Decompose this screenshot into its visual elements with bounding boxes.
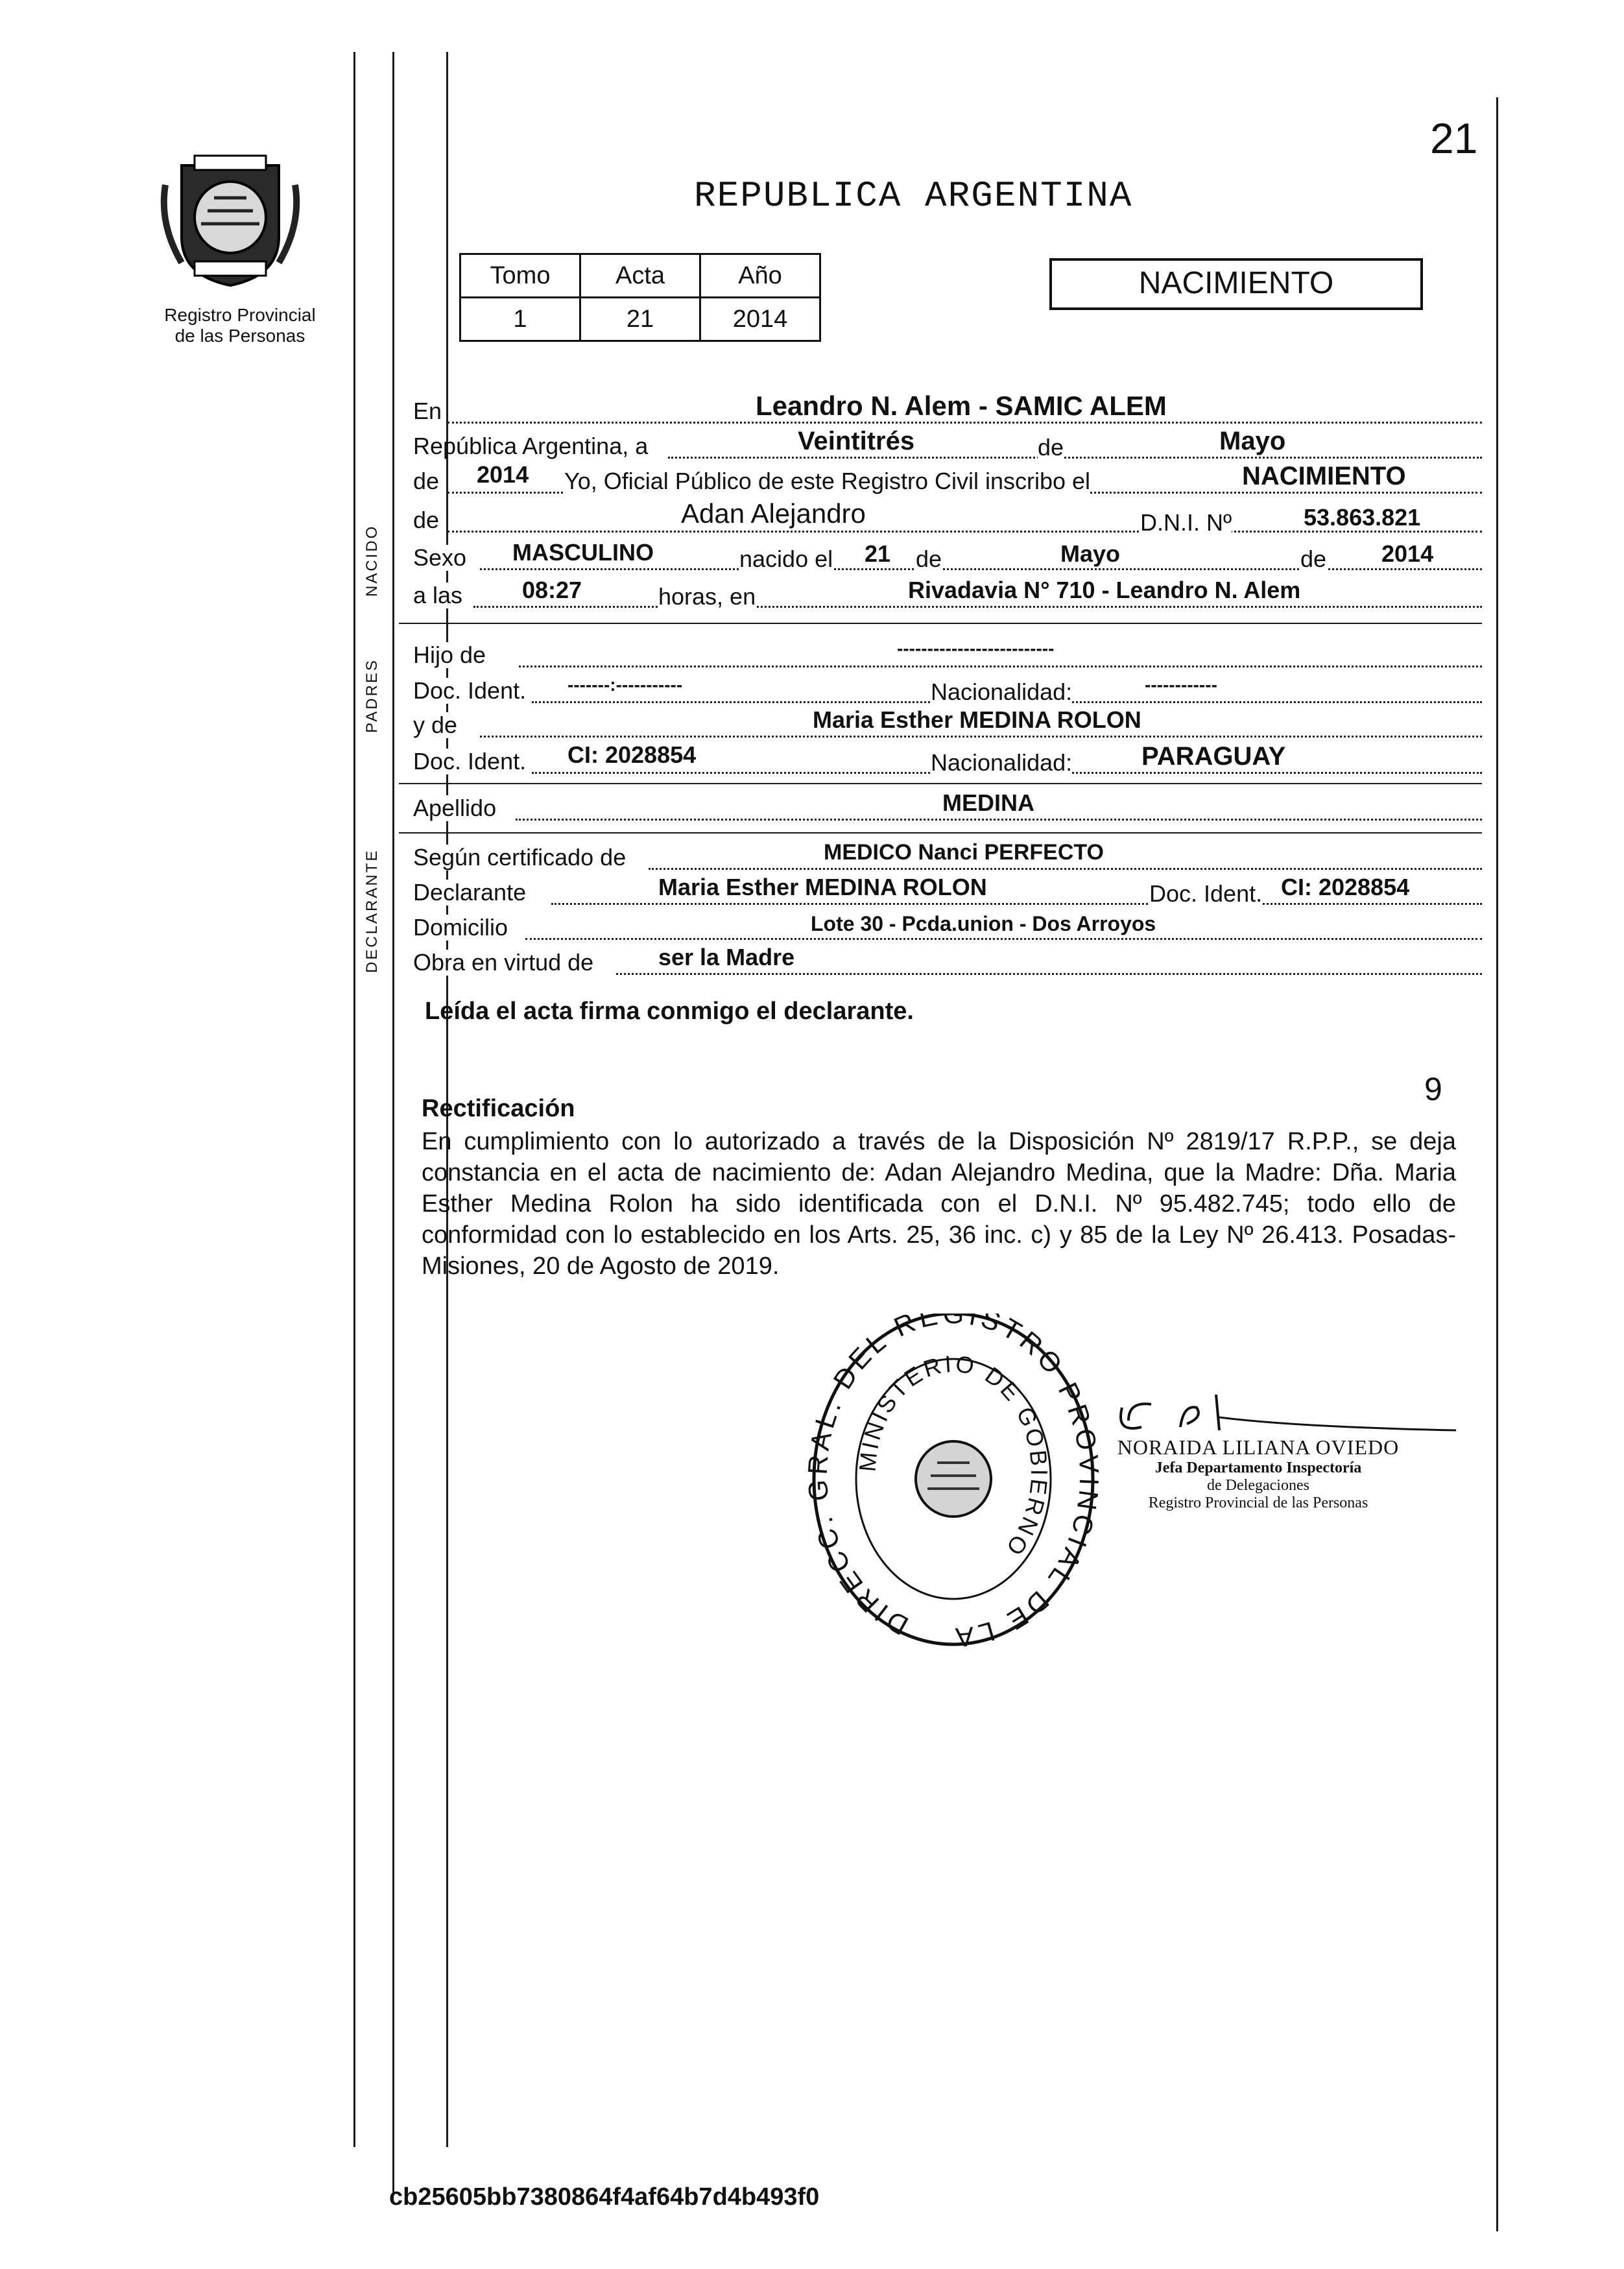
signatory-block bbox=[1103, 1435, 1414, 1512]
side-label-declarante: DECLARANTE bbox=[363, 848, 381, 973]
dotted-line bbox=[480, 736, 1482, 738]
horas-label: horas, en bbox=[658, 583, 756, 610]
decl-doc-label: Doc. Ident. bbox=[1149, 880, 1263, 907]
nac2-label: Nacionalidad: bbox=[931, 749, 1073, 776]
en-value: Leandro N. Alem - SAMIC ALEM bbox=[756, 390, 1167, 421]
side-label-padres: PADRES bbox=[363, 658, 381, 733]
dotted-line bbox=[525, 938, 1482, 940]
dotted-line bbox=[448, 422, 1482, 424]
leida-text: Leída el acta firma conmigo el declarante. bbox=[425, 998, 914, 1025]
hijo-value: -------------------------- bbox=[897, 638, 1055, 658]
dotted-line bbox=[480, 568, 1482, 570]
sexo-label: Sexo bbox=[413, 544, 467, 571]
nac1-value: ------------ bbox=[1145, 675, 1217, 695]
hora-value: 08:27 bbox=[522, 577, 582, 603]
en-label: En bbox=[413, 398, 442, 424]
anio-inscripcion: 2014 bbox=[477, 461, 529, 488]
doc1-label: Doc. Ident. bbox=[413, 677, 527, 704]
dotted-line bbox=[448, 531, 1482, 533]
apellido-label: Apellido bbox=[413, 795, 497, 821]
registry-name bbox=[149, 305, 331, 346]
de3-label: de bbox=[413, 507, 440, 533]
dotted-line bbox=[551, 903, 1482, 905]
dni-label: D.N.I. Nº bbox=[1140, 509, 1232, 536]
de5-label: de bbox=[1300, 546, 1327, 572]
decl-doc-value: CI: 2028854 bbox=[1281, 874, 1410, 900]
alas-label: a las bbox=[413, 582, 463, 608]
doc2-label: Doc. Ident. bbox=[413, 748, 527, 774]
separator-2 bbox=[399, 783, 1482, 784]
nacido-label: nacido el bbox=[739, 546, 833, 572]
nac1-label: Nacionalidad: bbox=[931, 678, 1073, 705]
province-emblem bbox=[156, 146, 305, 289]
nombre-value: Adan Alejandro bbox=[681, 498, 866, 529]
anio-value: 2014 bbox=[700, 298, 820, 341]
rectificacion-title: Rectificación bbox=[422, 1095, 575, 1122]
obra-label: Obra en virtud de bbox=[413, 949, 594, 976]
dotted-line bbox=[649, 868, 1482, 870]
tomo-acta-table bbox=[459, 253, 821, 342]
domicilio-value: Lote 30 - Pcda.union - Dos Arroyos bbox=[811, 912, 1156, 935]
seal-ring-text: DIRECC. L. DEL REGISTRO PR CIAL DE LA bbox=[807, 1314, 1099, 1651]
nac2-value: PARAGUAY bbox=[1141, 742, 1286, 771]
declarante-value: Maria Esther MEDINA ROLON bbox=[658, 874, 987, 900]
separator-3 bbox=[399, 832, 1482, 834]
dia-value: Veintitrés bbox=[798, 427, 915, 455]
registry-line2: de las Personas bbox=[174, 326, 305, 346]
page-number: 21 bbox=[1430, 114, 1478, 162]
hijo-label: Hijo de bbox=[413, 642, 486, 668]
tomo-value: 1 bbox=[460, 298, 580, 341]
separator-1 bbox=[399, 623, 1482, 624]
document-hash: cb25605bb7380864f4af64b7d4b493f0 bbox=[389, 2183, 820, 2211]
signatory-name: NORAIDA LILIANA OVIEDO bbox=[1117, 1435, 1400, 1459]
right-margin-rule bbox=[1496, 97, 1498, 2231]
yde-label: y de bbox=[413, 712, 458, 738]
signatory-title-1: Jefa Departamento Inspectoría bbox=[1154, 1459, 1362, 1476]
nac-dia: 21 bbox=[865, 540, 891, 567]
de-label: de bbox=[1038, 434, 1064, 461]
cert-value: MEDICO Nanci PERFECTO bbox=[824, 840, 1104, 865]
side-label-nacido: NACIDO bbox=[363, 524, 381, 597]
obra-value: ser la Madre bbox=[658, 944, 795, 970]
de4-label: de bbox=[916, 546, 942, 572]
signatory-title-2: de Delegaciones bbox=[1207, 1477, 1309, 1494]
dni-value: 53.863.821 bbox=[1304, 504, 1421, 531]
acta-value: 21 bbox=[580, 298, 700, 341]
sexo-value: MASCULINO bbox=[512, 539, 654, 566]
nac-mes: Mayo bbox=[1060, 540, 1121, 567]
inscribo-value: NACIMIENTO bbox=[1242, 462, 1406, 490]
mes-value: Mayo bbox=[1219, 427, 1286, 455]
doc2-value: CI: 2028854 bbox=[567, 741, 697, 768]
acta-header: Acta bbox=[580, 254, 700, 298]
rectificacion-number: 9 bbox=[1424, 1071, 1442, 1107]
lugar-value: Rivadavia N° 710 - Leandro N. Alem bbox=[908, 577, 1301, 603]
madre-value: Maria Esther MEDINA ROLON bbox=[813, 706, 1141, 733]
cert-label: Según certificado de bbox=[413, 844, 627, 870]
dotted-line bbox=[519, 666, 1482, 667]
dotted-line bbox=[516, 819, 1482, 821]
rep-label: República Argentina, a bbox=[413, 433, 649, 459]
registry-line1: Registro Provincial bbox=[164, 305, 316, 325]
apellido-value: MEDINA bbox=[942, 789, 1034, 816]
dotted-line bbox=[616, 973, 1482, 975]
dotted-line bbox=[473, 606, 1482, 608]
form-left-rule bbox=[392, 52, 394, 2192]
tomo-header: Tomo bbox=[460, 254, 580, 298]
left-margin-rule bbox=[353, 52, 355, 2147]
de2-label: de bbox=[413, 468, 440, 494]
anio-header: Año bbox=[700, 254, 820, 298]
country-title: REPUBLICA ARGENTINA bbox=[694, 175, 1133, 217]
seal-inner-text: MINISTERIO DE GOBIERNO bbox=[854, 1350, 1053, 1563]
signatory-title-3: Registro Provincial de las Personas bbox=[1148, 1495, 1368, 1511]
doc-type-box: NACIMIENTO bbox=[1049, 258, 1423, 310]
nac-anio: 2014 bbox=[1381, 540, 1434, 567]
domicilio-label: Domicilio bbox=[413, 914, 508, 941]
declarante-label: Declarante bbox=[413, 879, 527, 906]
official-seal bbox=[807, 1314, 1099, 1651]
yo-text: Yo, Oficial Público de este Registro Civil inscribo el bbox=[564, 468, 1091, 494]
doc1-value: -------:----------- bbox=[567, 675, 683, 695]
rectificacion-text: En cumplimiento con lo autorizado a través de la Disposición Nº 2819/17 R.P.P., se deja constancia en el acta de nacimiento de: Adan Alejandro Medina, que la Madre: Dña. Maria Esther Medina Rolon ha sido identificada con el D.N.I. Nº 95.482.745; todo ello de conformidad con lo establecido en los Arts. 25, 36 inc. c) y 85 de la Ley Nº 26.413. Posadas- Misiones, 20 de Agosto de 2019. bbox=[422, 1128, 1456, 1280]
dotted-line bbox=[668, 457, 1482, 459]
